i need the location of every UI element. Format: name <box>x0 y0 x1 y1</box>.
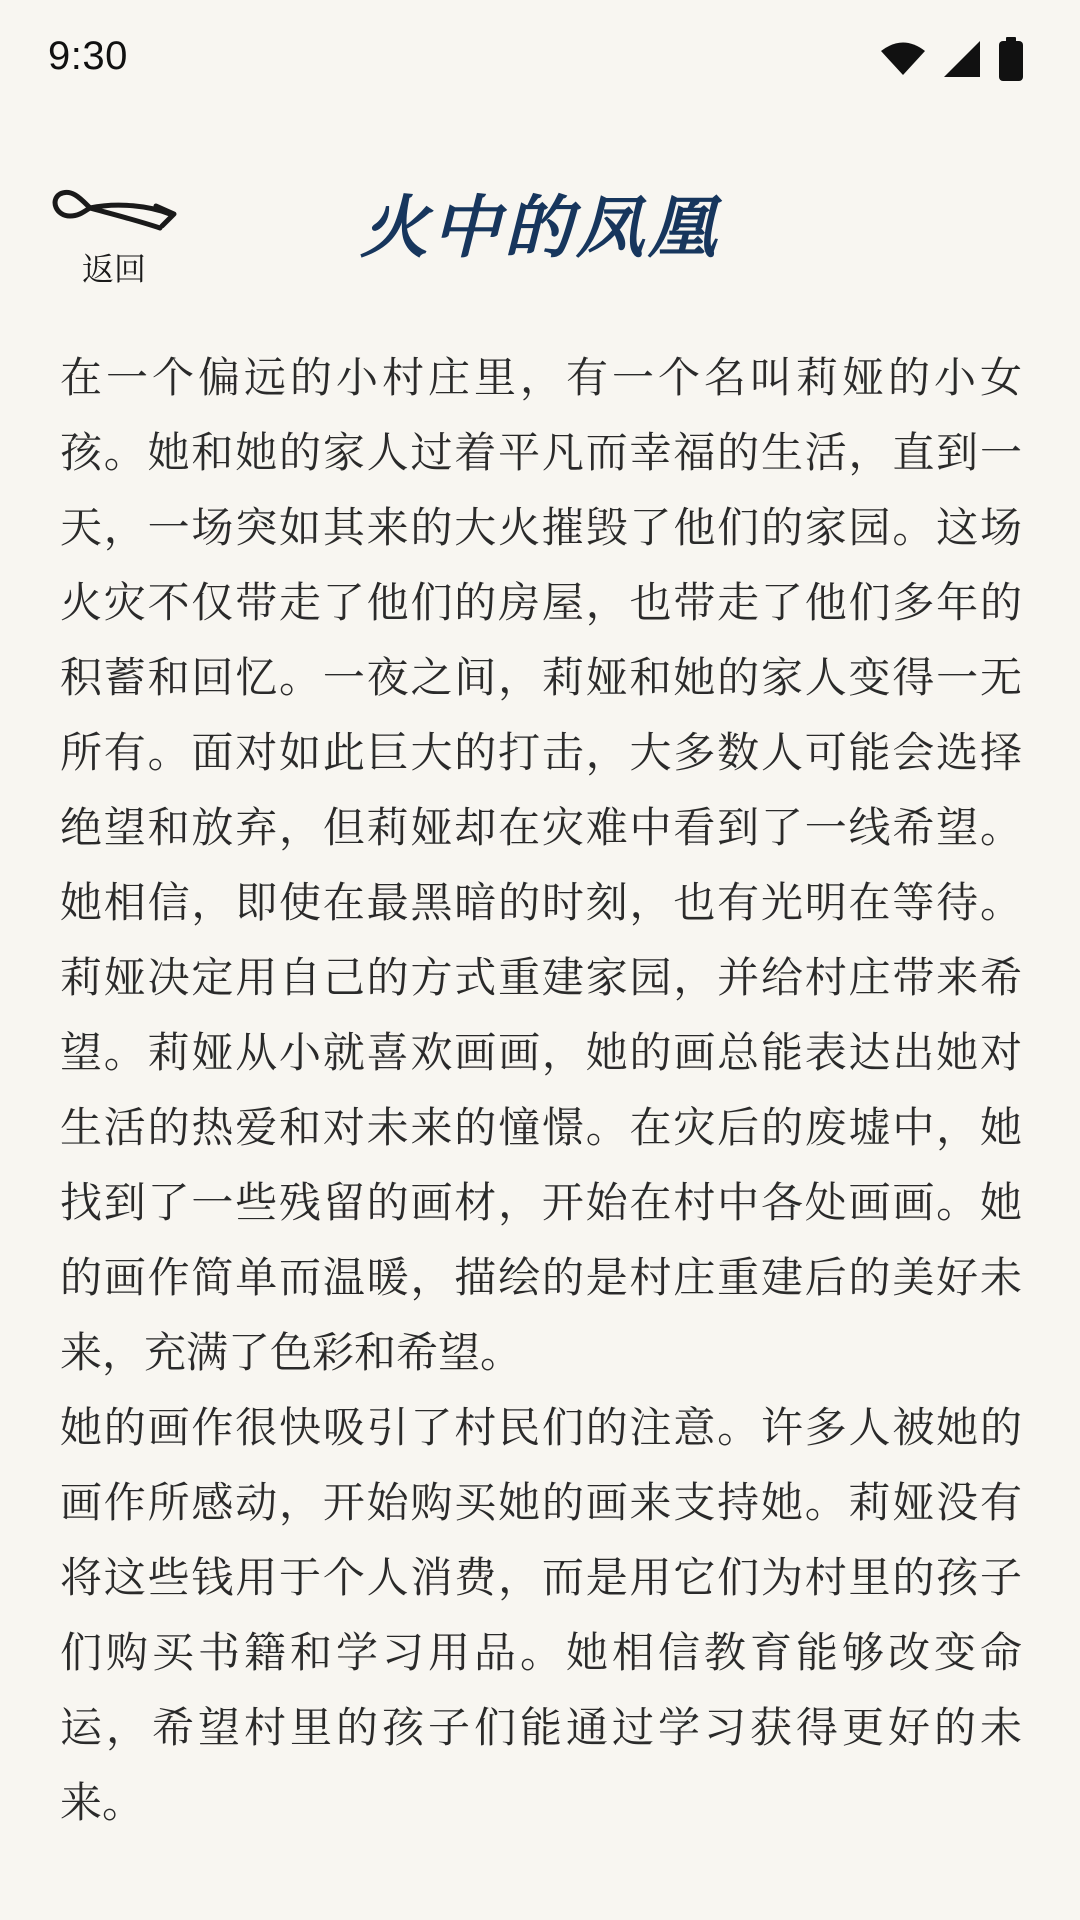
wifi-icon <box>880 42 926 76</box>
header <box>0 150 1080 290</box>
cellular-signal-icon <box>942 39 982 79</box>
page-title: 火中的凤凰 <box>359 189 720 268</box>
story-paragraph: 在一个偏远的小村庄里，有一个名叫莉娅的小女孩。她和她的家人过着平凡而幸福的生活，直到一天，一场突如其来的大火摧毁了他们的家园。这场火灾不仅带走了他们的房屋，也带走了他们多年的积蓄和回忆。一夜之间，莉娅和她的家人变得一无所有。面对如此巨大的打击，大多数人可能会选择绝望和放弃，但莉娅却在灾难中看到了一线希望。她相信，即使在最黑暗的时刻，也有光明在等待。莉娅决定用自己的方式重建家园，并给村庄带来希望。莉娅从小就喜欢画画，她的画总能表达出她对生活的热爱和对未来的憧憬。在灾后的废墟中，她找到了一些残留的画材，开始在村中各处画画。她的画作简单而温暖，描绘的是村庄重建后的美好未来，充满了色彩和希望。 <box>60 353 1022 1377</box>
story-paragraph: 她的画作很快吸引了村民们的注意。许多人被她的画作所感动，开始购买她的画来支持她。莉娅没有将这些钱用于个人消费，而是用它们为村里的孩子们购买书籍和学习用品。她相信教育能够改变命运，希望村里的孩子们能通过学习获得更好的未来。 <box>60 1403 1022 1827</box>
status-bar <box>0 0 1080 120</box>
story-content <box>60 340 1022 1920</box>
back-label: 返回 <box>82 250 147 288</box>
status-icons <box>880 36 1024 82</box>
status-time: 9:30 <box>48 34 128 78</box>
battery-icon <box>998 37 1024 81</box>
